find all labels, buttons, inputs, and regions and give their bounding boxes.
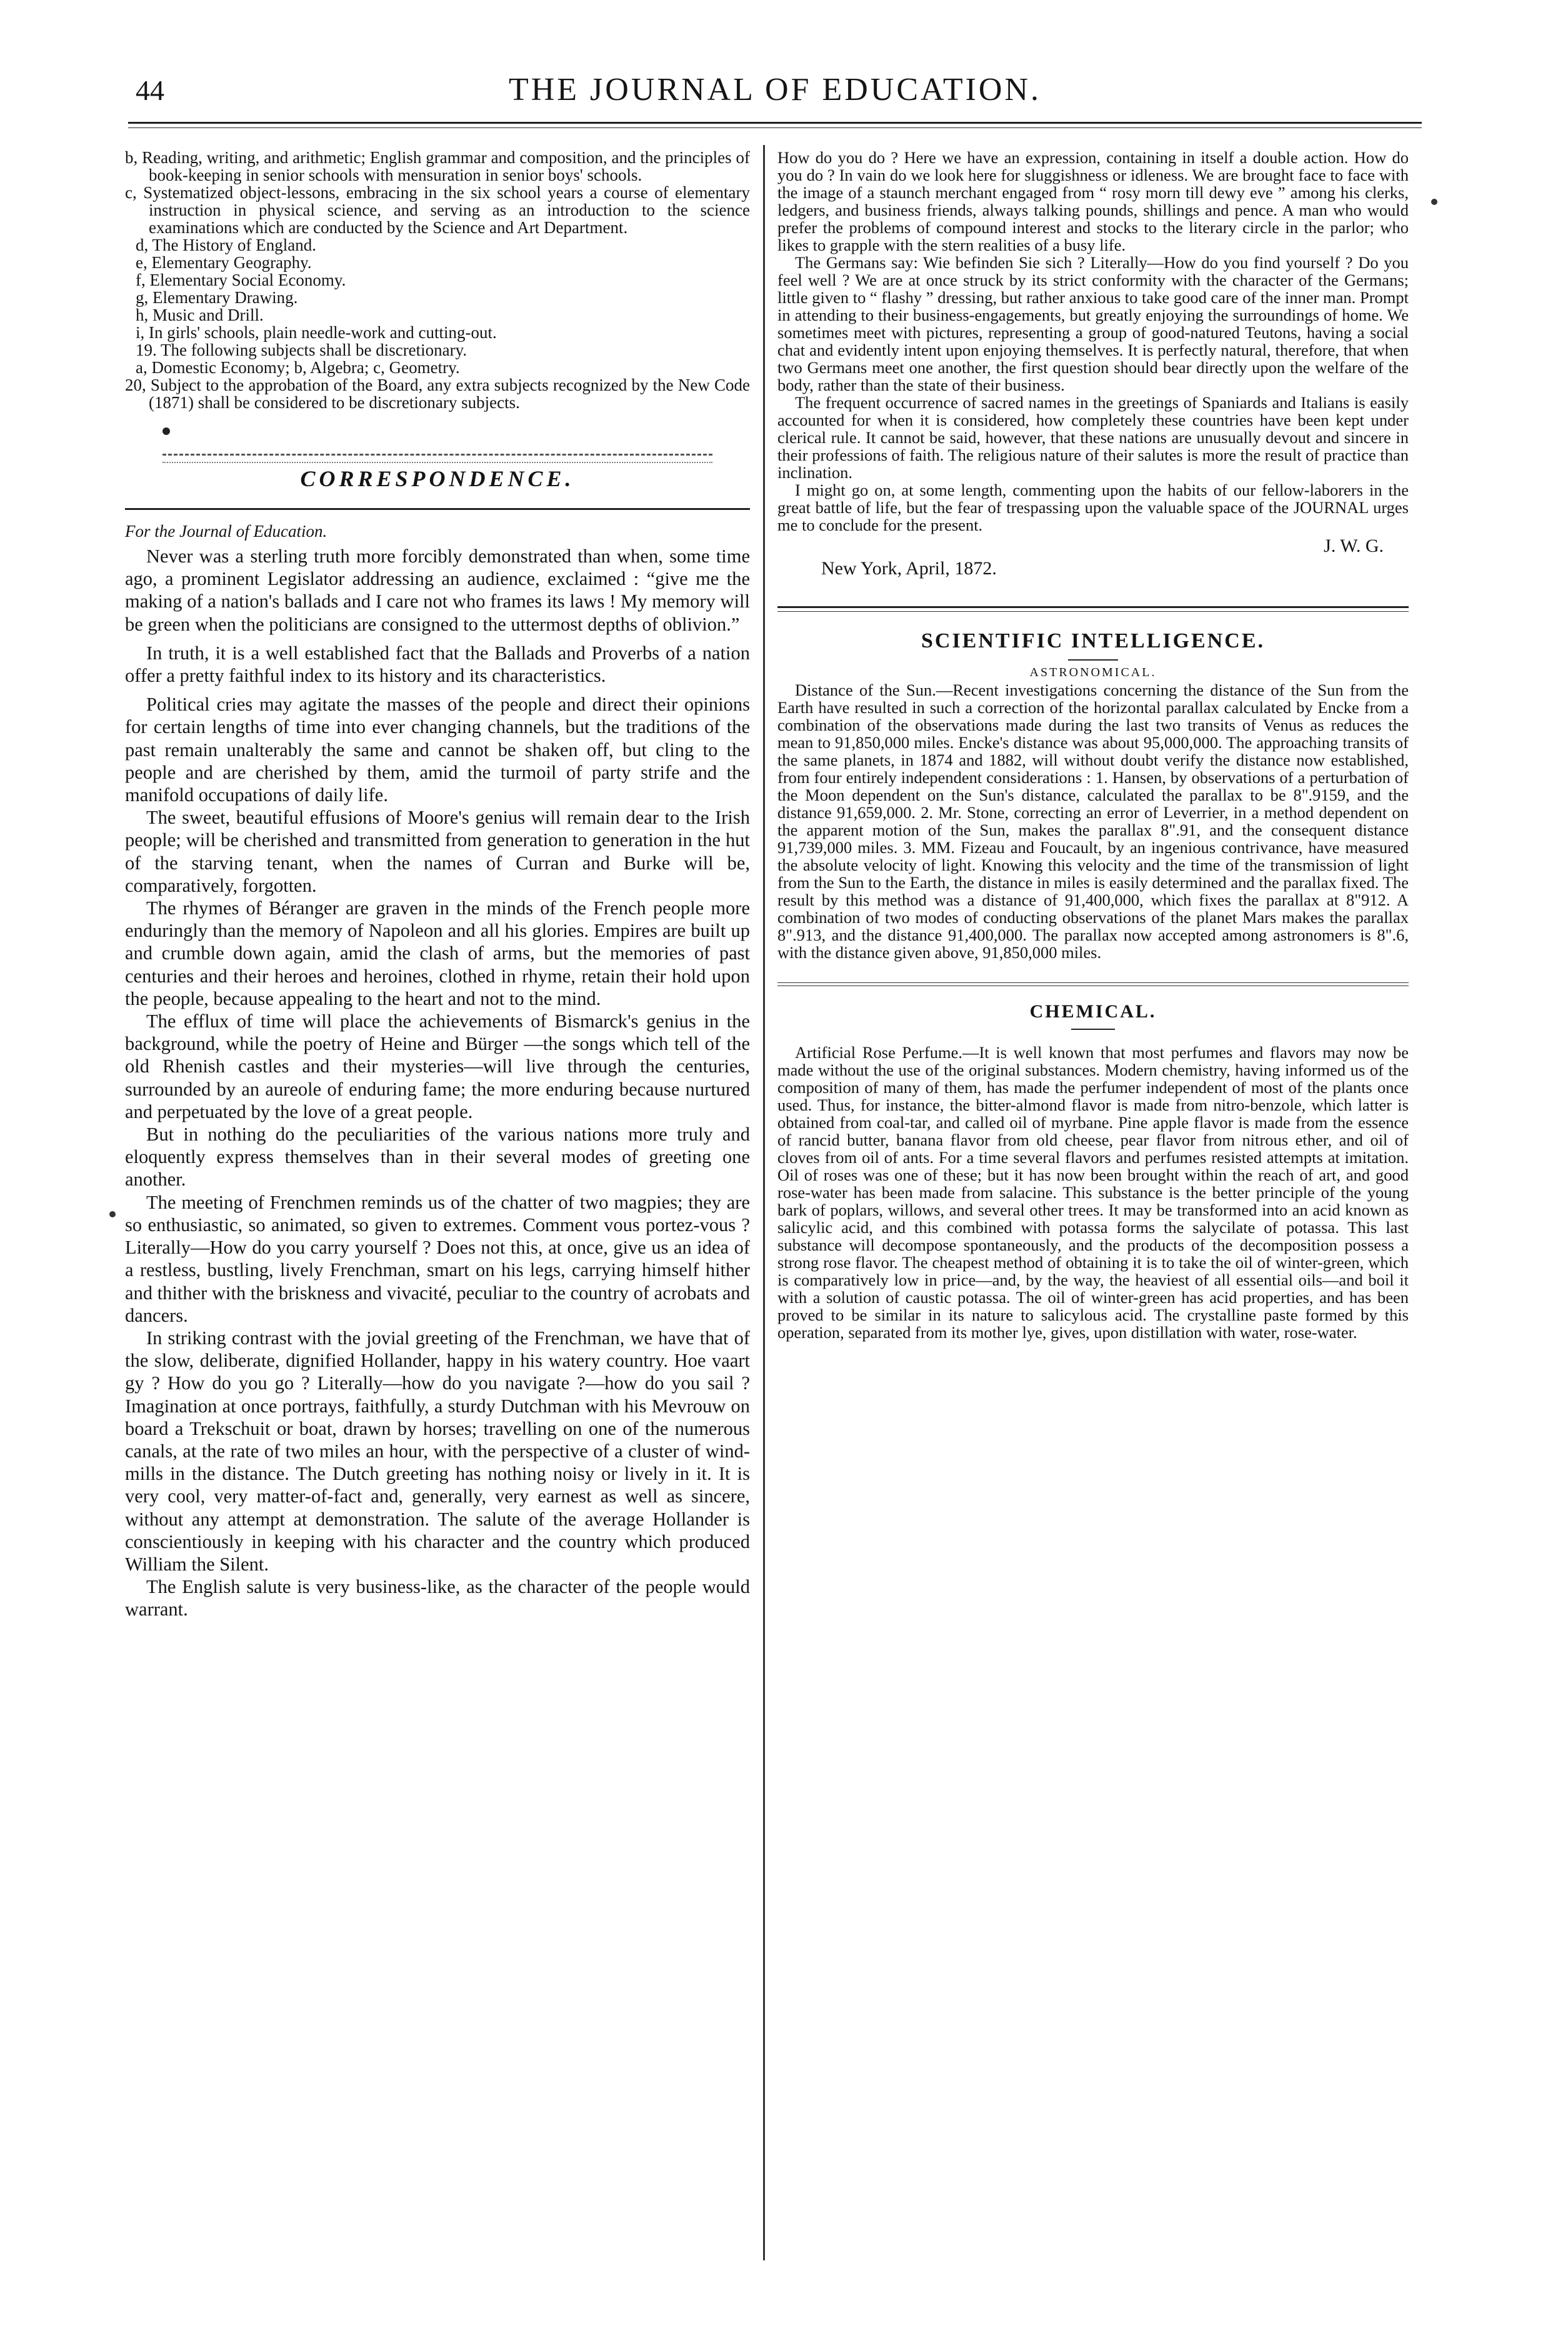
correspondence-continued (777, 149, 1409, 534)
astronomical-label: ASTRONOMICAL. (1029, 666, 1157, 679)
list-item: b, Reading, writing, and arithmetic; English grammar and composition, and the principles of book-keeping in senior schools with mensuration in senior boys' schools. (125, 148, 750, 184)
paragraph: The frequent occurrence of sacred names in the greetings of Spaniards and Italians is easily accounted for when it is considered, how completely these countries have been kept under clerical rule. It cannot be said, however, that these nations are unusually devout and sincere in their professions of faith. The religious nature of their salutes is more the result of practice than inclination. (777, 393, 1409, 482)
section-rule (777, 606, 1409, 608)
list-item: g, Elementary Drawing. (136, 288, 298, 307)
list-item: 20, Subject to the approbation of the Board, any extra subjects recognized by the New Code (1871) shall be considered to be discretionary subjects. (125, 376, 750, 412)
paragraph: The efflux of time will place the achievements of Bismarck's genius in the background, while the poetry of Heine and Bürger —the songs which tell of the old Rhenish castles and their mysteries—will live through the centuries, surrounded by an aureole of enduring fame; the more enduring because nurtured and perpetuated by the love of a great people. (125, 1011, 750, 1122)
paragraph: Political cries may agitate the masses of the people and direct their opinions for certain lengths of time into ever changing channels, but the traditions of the past remain unalterably the same and cannot be shaken off, but cling to the people and are cherished by them, amid the turmoil of party strife and the manifold occupations of daily life. (125, 694, 750, 806)
journal-title: THE JOURNAL OF EDUCATION. (508, 72, 1042, 107)
list-item: f, Elementary Social Economy. (136, 271, 346, 289)
paragraph: The meeting of Frenchmen reminds us of the chatter of two magpies; they are so enthusiastic, so animated, so given to extremes. Comment vous portez-vous ? Literally—How do you carry yourself ? Does not this, at once, give us an idea of a restless, bustling, lively Frenchman, smart on his legs, carrying himself hither and thither with the briskness and vivacité, peculiar to the country of acrobats and dancers. (125, 1191, 750, 1326)
heading-underline (1071, 1029, 1115, 1030)
list-item: a, Domestic Economy; b, Algebra; c, Geometry. (136, 358, 460, 377)
dateline: New York, April, 1872. (821, 558, 997, 579)
paragraph: Distance of the Sun.—Recent investigations concerning the distance of the Sun from the Earth have resulted in such a correction of the horizontal parallax calculated by Encke from a combination of the observations made during the last two transits of Venus as reduces the mean to 91,850,000 miles. Encke's distance was about 95,000,000. The approaching transits of the same planets, in 1874 and 1882, will without doubt verify the distance now established, from four entirely independent considerations : 1. Hansen, by observations of a perturbation of the Moon dependent on the Sun's distance, calculated the parallax to be 8".9159, and the distance 91,659,000. 2. Mr. Stone, correcting an error of Leverrier, in a method dependent on the apparent motion of the Sun, makes the parallax 8".91, and the consequent distance 91,739,000 miles. 3. MM. Fizeau and Foucault, by an ingenious contrivance, have measured the absolute velocity of light. Knowing this velocity and the time of the transmission of light from the Sun to the Earth, the distance in miles is easily determined and the parallax fixed. The result by this method was a distance of 91,400,000, which fixes the parallax at 8"912. A combination of two modes of conducting observations of the planet Mars makes the parallax 8".913, and the distance 91,400,000. The parallax now accepted among astronomers is 8".6, with the distance given above, 91,850,000 miles. (777, 681, 1409, 962)
margin-mark (1431, 199, 1437, 205)
paragraph: Never was a sterling truth more forcibly demonstrated than when, some time ago, a prominent Legislator addressing an audience, exclaimed : “give me the making of a nation's ballads and I care not who frames its laws ! My memory will be green when the politicians are consigned to the uttermost depths of oblivion.” (125, 546, 750, 635)
margin-mark (109, 1211, 116, 1217)
section-rule (777, 982, 1409, 983)
paragraph: But in nothing do the peculiarities of the various nations more truly and eloquently express themselves than in their several modes of greeting one another. (125, 1124, 750, 1190)
list-item: h, Music and Drill. (136, 306, 264, 324)
header-rule (128, 122, 1422, 124)
paragraph: The sweet, beautiful effusions of Moore's genius will remain dear to the Irish people; will be cherished and transmitted from generation to generation in the hut of the starving tenant, when the names of Curran and Burke will be, comparatively, forgotten. (125, 807, 750, 896)
byline: For the Journal of Education. (125, 522, 327, 541)
heading-underline (1068, 659, 1118, 661)
correspondence-heading: CORRESPONDENCE. (300, 466, 575, 491)
section-rule-thin (777, 611, 1409, 612)
paragraph: Artificial Rose Perfume.—It is well known that most perfumes and flavors may now be made without the use of the original substances. Modern chemistry, having informed us of the composition of many of them, has made the perfumer independent of most of the plants once used. Thus, for instance, the bitter-almond flavor is made from nitro-benzole, which latter is obtained from coal-tar, and called oil of myrbane. Pine apple flavor is made from the essence of rancid butter, banana flavor from old cheese, pear flavor from nitrous ether, and oil of cloves from oil of ants. For a time several flavors and perfumes resisted attempts at imitation. Oil of roses was one of these; but it has now been brought within the reach of art, and good rose-water has been made from salacine. This substance is the better principle of the young bark of poplars, willows, and several other trees. It may be transformed into an acid known as salicylic acid, and this combined with potassa forms the salycilate of potassa. This last substance will decompose spontaneously, and the products of the decomposition possess a strong rose flavor. The cheapest method of obtaining it is to take the oil of winter-green, which is comparatively low in price—and, by the way, the heaviest of all essential oils—and boil it with a solution of caustic potassa. The oil of winter-green has acid properties, and has been proved to be similar in its nature to salicylous acid. The crystalline paste formed by this operation, separated from its mother lye, gives, upon distillation with water, rose-water. (777, 1043, 1409, 1342)
paragraph: How do you do ? Here we have an expression, containing in itself a double action. How do you do ? In vain do we look here for sluggishness or idleness. We are brought face to face with the image of a staunch merchant engaged from “ rosy morn till dewy eve ” among his clerks, ledgers, and business friends, always talking pounds, shillings and pence. A man who would prefer the problems of compound interest and stocks to the literary circle in the parlor; who likes to grapple with the stern realities of a busy life. (777, 148, 1409, 254)
scientific-heading: SCIENTIFIC INTELLIGENCE. (921, 629, 1266, 652)
curriculum-list (125, 149, 750, 411)
chemical-heading: CHEMICAL. (1029, 1001, 1157, 1022)
header-rule-thin (128, 127, 1422, 128)
paragraph: In truth, it is a well established fact that the Ballads and Proverbs of a nation offer a pretty faithful index to its history and its characteristics. (125, 642, 750, 687)
list-item: i, In girls' schools, plain needle-work and cutting-out. (136, 323, 497, 342)
paragraph: I might go on, at some length, commenting upon the habits of our fellow-laborers in the great battle of life, but the fear of trespassing upon the valuable space of the JOURNAL urges me to conclude for the present. (777, 481, 1409, 534)
chemical-article (777, 1044, 1409, 1341)
column-separator (763, 145, 765, 2260)
ornament-dashes (162, 454, 712, 463)
author-signoff: J. W. G. (1324, 536, 1384, 556)
correspondence-article (125, 521, 750, 1621)
paragraph: In striking contrast with the jovial greeting of the Frenchman, we have that of the slow, deliberate, dignified Hollander, happy in his watery country. Hoe vaart gy ? How do you go ? Literally—how do you navigate ?—how do you sail ? Imagination at once portrays, faithfully, a sturdy Dutchman with his Mevrouw on board a Trekschuit or boat, drawn by horses; travelling on one of the numerous canals, at the rate of two miles an hour, with the perspective of a cluster of wind-mills in the distance. The Dutch greeting has nothing noisy or lively in it. It is very cool, very matter-of-fact and, generally, very earnest as well as sincere, without any attempt at demonstration. The salute of the average Hollander is conscientiously in keeping with his character and the country which produced William the Silent. (125, 1327, 750, 1575)
list-item: 19. The following subjects shall be discretionary. (136, 341, 467, 359)
astronomical-article (777, 681, 1409, 961)
paragraph: The rhymes of Béranger are graven in the minds of the French people more enduringly than the memory of Napoleon and all his glories. Empires are built up and crumble down again, amid the clash of arms, but the memories of past centuries and their heroes and heroines, clothed in rhyme, retain their hold upon the people, because appealing to the heart and not to the mind. (125, 897, 750, 1009)
ornament-dot (162, 427, 170, 435)
paragraph: The English salute is very business-like, as the character of the people would warrant. (125, 1576, 750, 1620)
list-item: c, Systematized object-lessons, embracing in the six school years a course of elementary instruction in physical science, and serving as an introduction to the science examinations which are conducted by the Science and Art Department. (125, 183, 750, 237)
list-item: d, The History of England. (136, 236, 316, 254)
paragraph: The Germans say: Wie befinden Sie sich ? Literally—How do you find yourself ? Do you feel well ? We are at once struck by its strict conformity with the character of the Germans; little given to “ flashy ” dressing, but rather anxious to take good care of the inner man. Prompt in attending to their business-engagements, but greatly enjoying the surroundings of home. We sometimes meet with pictures, representing a group of good-natured Teutons, having a social chat and evidently intent upon enjoying themselves. It is perfectly natural, therefore, that when two Germans meet one another, the first question should bear directly upon the welfare of the body, rather than the state of their business. (777, 253, 1409, 394)
left-column (125, 149, 750, 1621)
page-header (128, 70, 1422, 114)
list-item: e, Elementary Geography. (136, 253, 312, 272)
page-number: 44 (136, 74, 164, 106)
section-rule (125, 508, 750, 510)
right-column (777, 149, 1409, 1341)
